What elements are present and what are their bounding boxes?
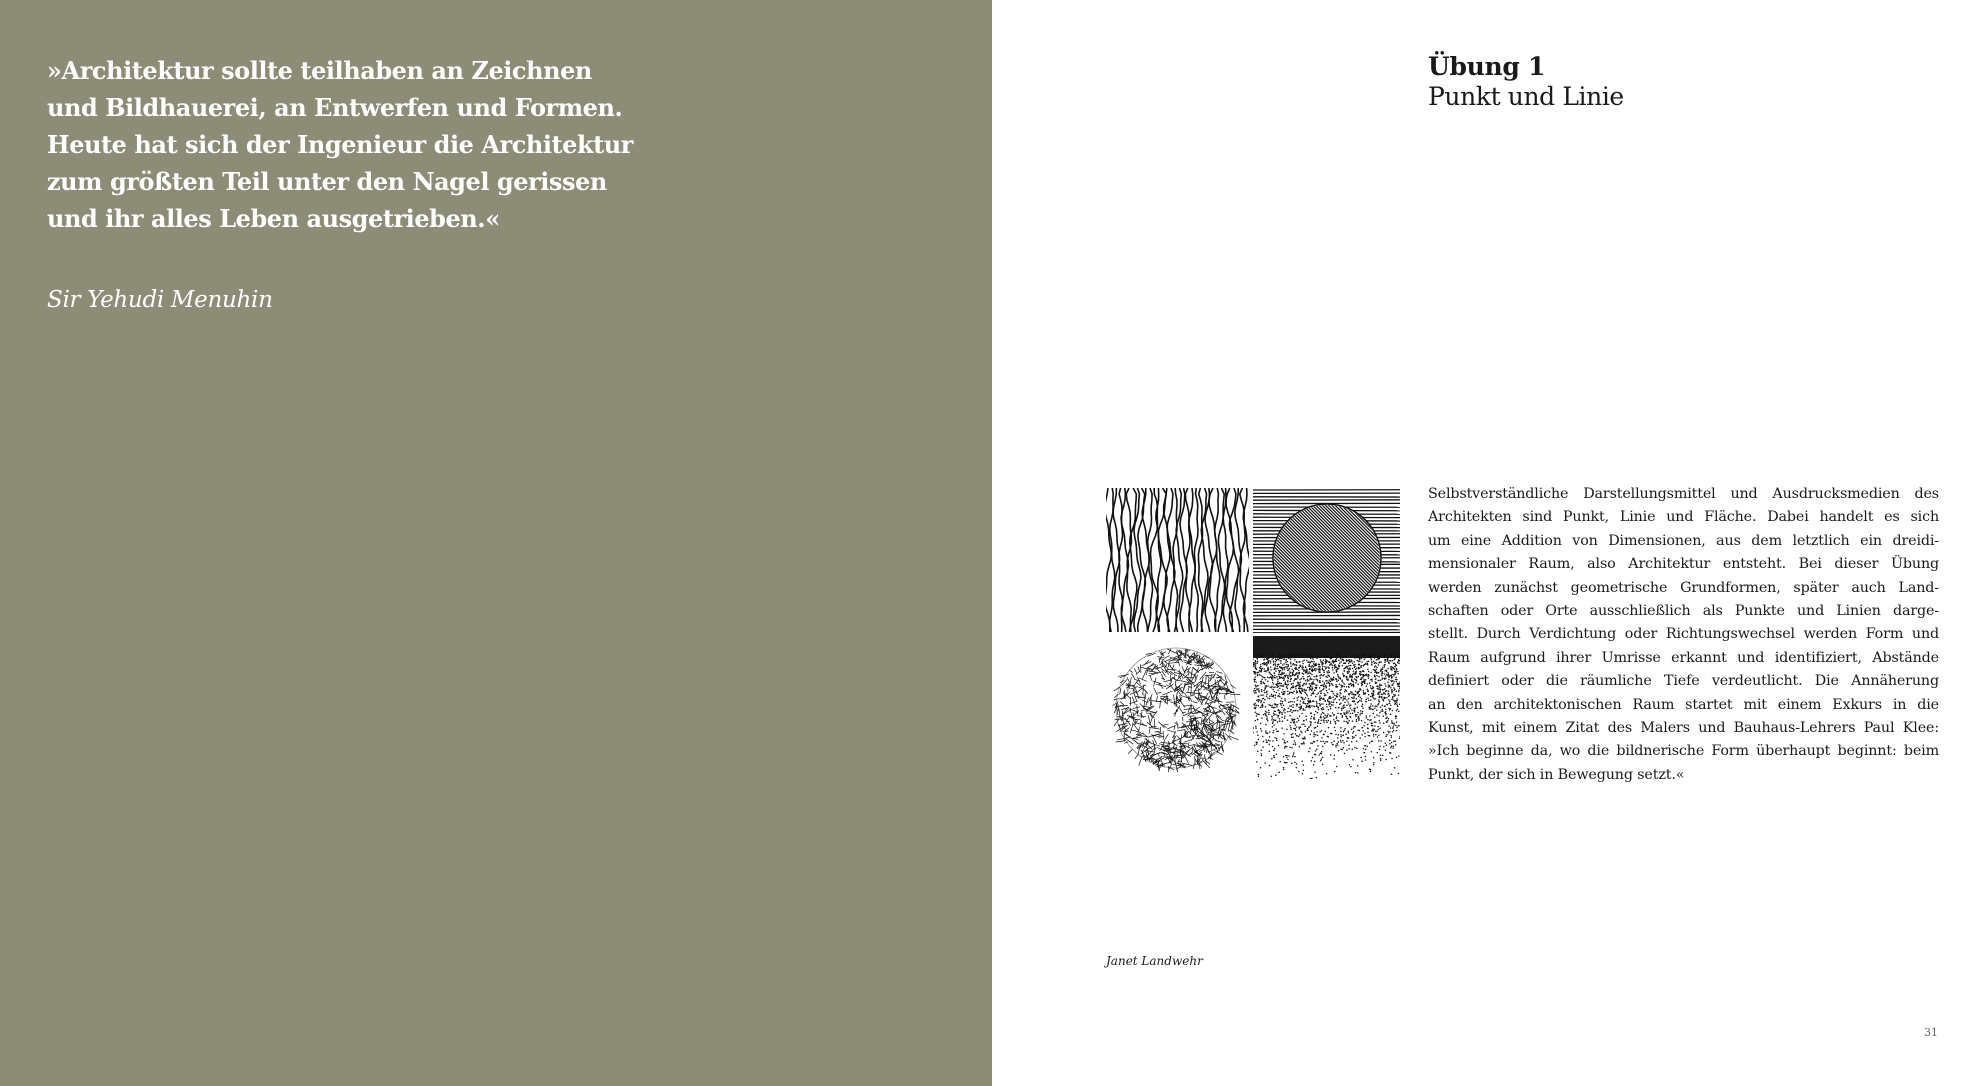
illustration-grid <box>1106 488 1400 780</box>
body-line: mensionaler Raum, also Architektur entsteht. Bei dieser Übung <box>1428 556 1939 573</box>
quote-line: »Architektur sollte teilhaben an Zeichnen <box>47 56 592 85</box>
quote-line: Heute hat sich der Ingenieur die Architektur <box>47 130 633 159</box>
quote-author: Sir Yehudi Menuhin <box>47 287 273 313</box>
quote-line: und Bildhauerei, an Entwerfen und Formen. <box>47 93 623 122</box>
wavy-vertical-lines-panel <box>1106 488 1249 633</box>
exercise-title: Punkt und Linie <box>1428 82 1624 111</box>
scribbled-sphere-panel <box>1106 636 1249 779</box>
body-line: Selbstverständliche Darstellungsmittel und Ausdrucksmedien des <box>1428 486 1939 502</box>
body-line: an den architektonischen Raum startet mit einem Exkurs in die <box>1428 696 1939 713</box>
quote-line: und ihr alles Leben ausgetrieben.« <box>47 204 500 233</box>
body-line: um eine Addition von Dimensionen, aus dem letztlich ein dreidi- <box>1428 532 1939 549</box>
stippled-gradient-panel <box>1253 636 1400 779</box>
body-line: werden zunächst geometrische Grundformen, später auch Land- <box>1428 579 1939 596</box>
body-line: schaften oder Orte ausschließlich als Punkte und Linien darge- <box>1428 602 1939 619</box>
body-line: Kunst, mit einem Zitat des Malers und Bauhaus-Lehrers Paul Klee: <box>1428 719 1939 736</box>
body-line: stellt. Durch Verdichtung oder Richtungswechsel werden Form und <box>1428 626 1939 643</box>
quote-block <box>47 52 647 237</box>
page-number: 31 <box>1924 1026 1938 1039</box>
quote-line: zum größten Teil unter den Nagel gerissen <box>47 167 607 196</box>
hatched-circle-panel <box>1253 488 1400 633</box>
body-line: Raum aufgrund ihrer Umrisse erkannt und identifiziert, Abstände <box>1428 649 1939 666</box>
body-line: »Ich beginne da, wo die bildnerische Form überhaupt beginnt: beim <box>1428 743 1939 760</box>
body-line: Architekten sind Punkt, Linie und Fläche. Dabei handelt es sich <box>1428 509 1939 526</box>
exercise-number: Übung 1 <box>1428 52 1546 81</box>
image-caption: Janet Landwehr <box>1106 954 1203 968</box>
body-line: Punkt, der sich in Bewegung setzt.« <box>1428 766 1685 783</box>
body-line: definiert oder die räumliche Tiefe verdeutlicht. Die Annäherung <box>1428 673 1939 690</box>
body-text <box>1428 483 1939 787</box>
